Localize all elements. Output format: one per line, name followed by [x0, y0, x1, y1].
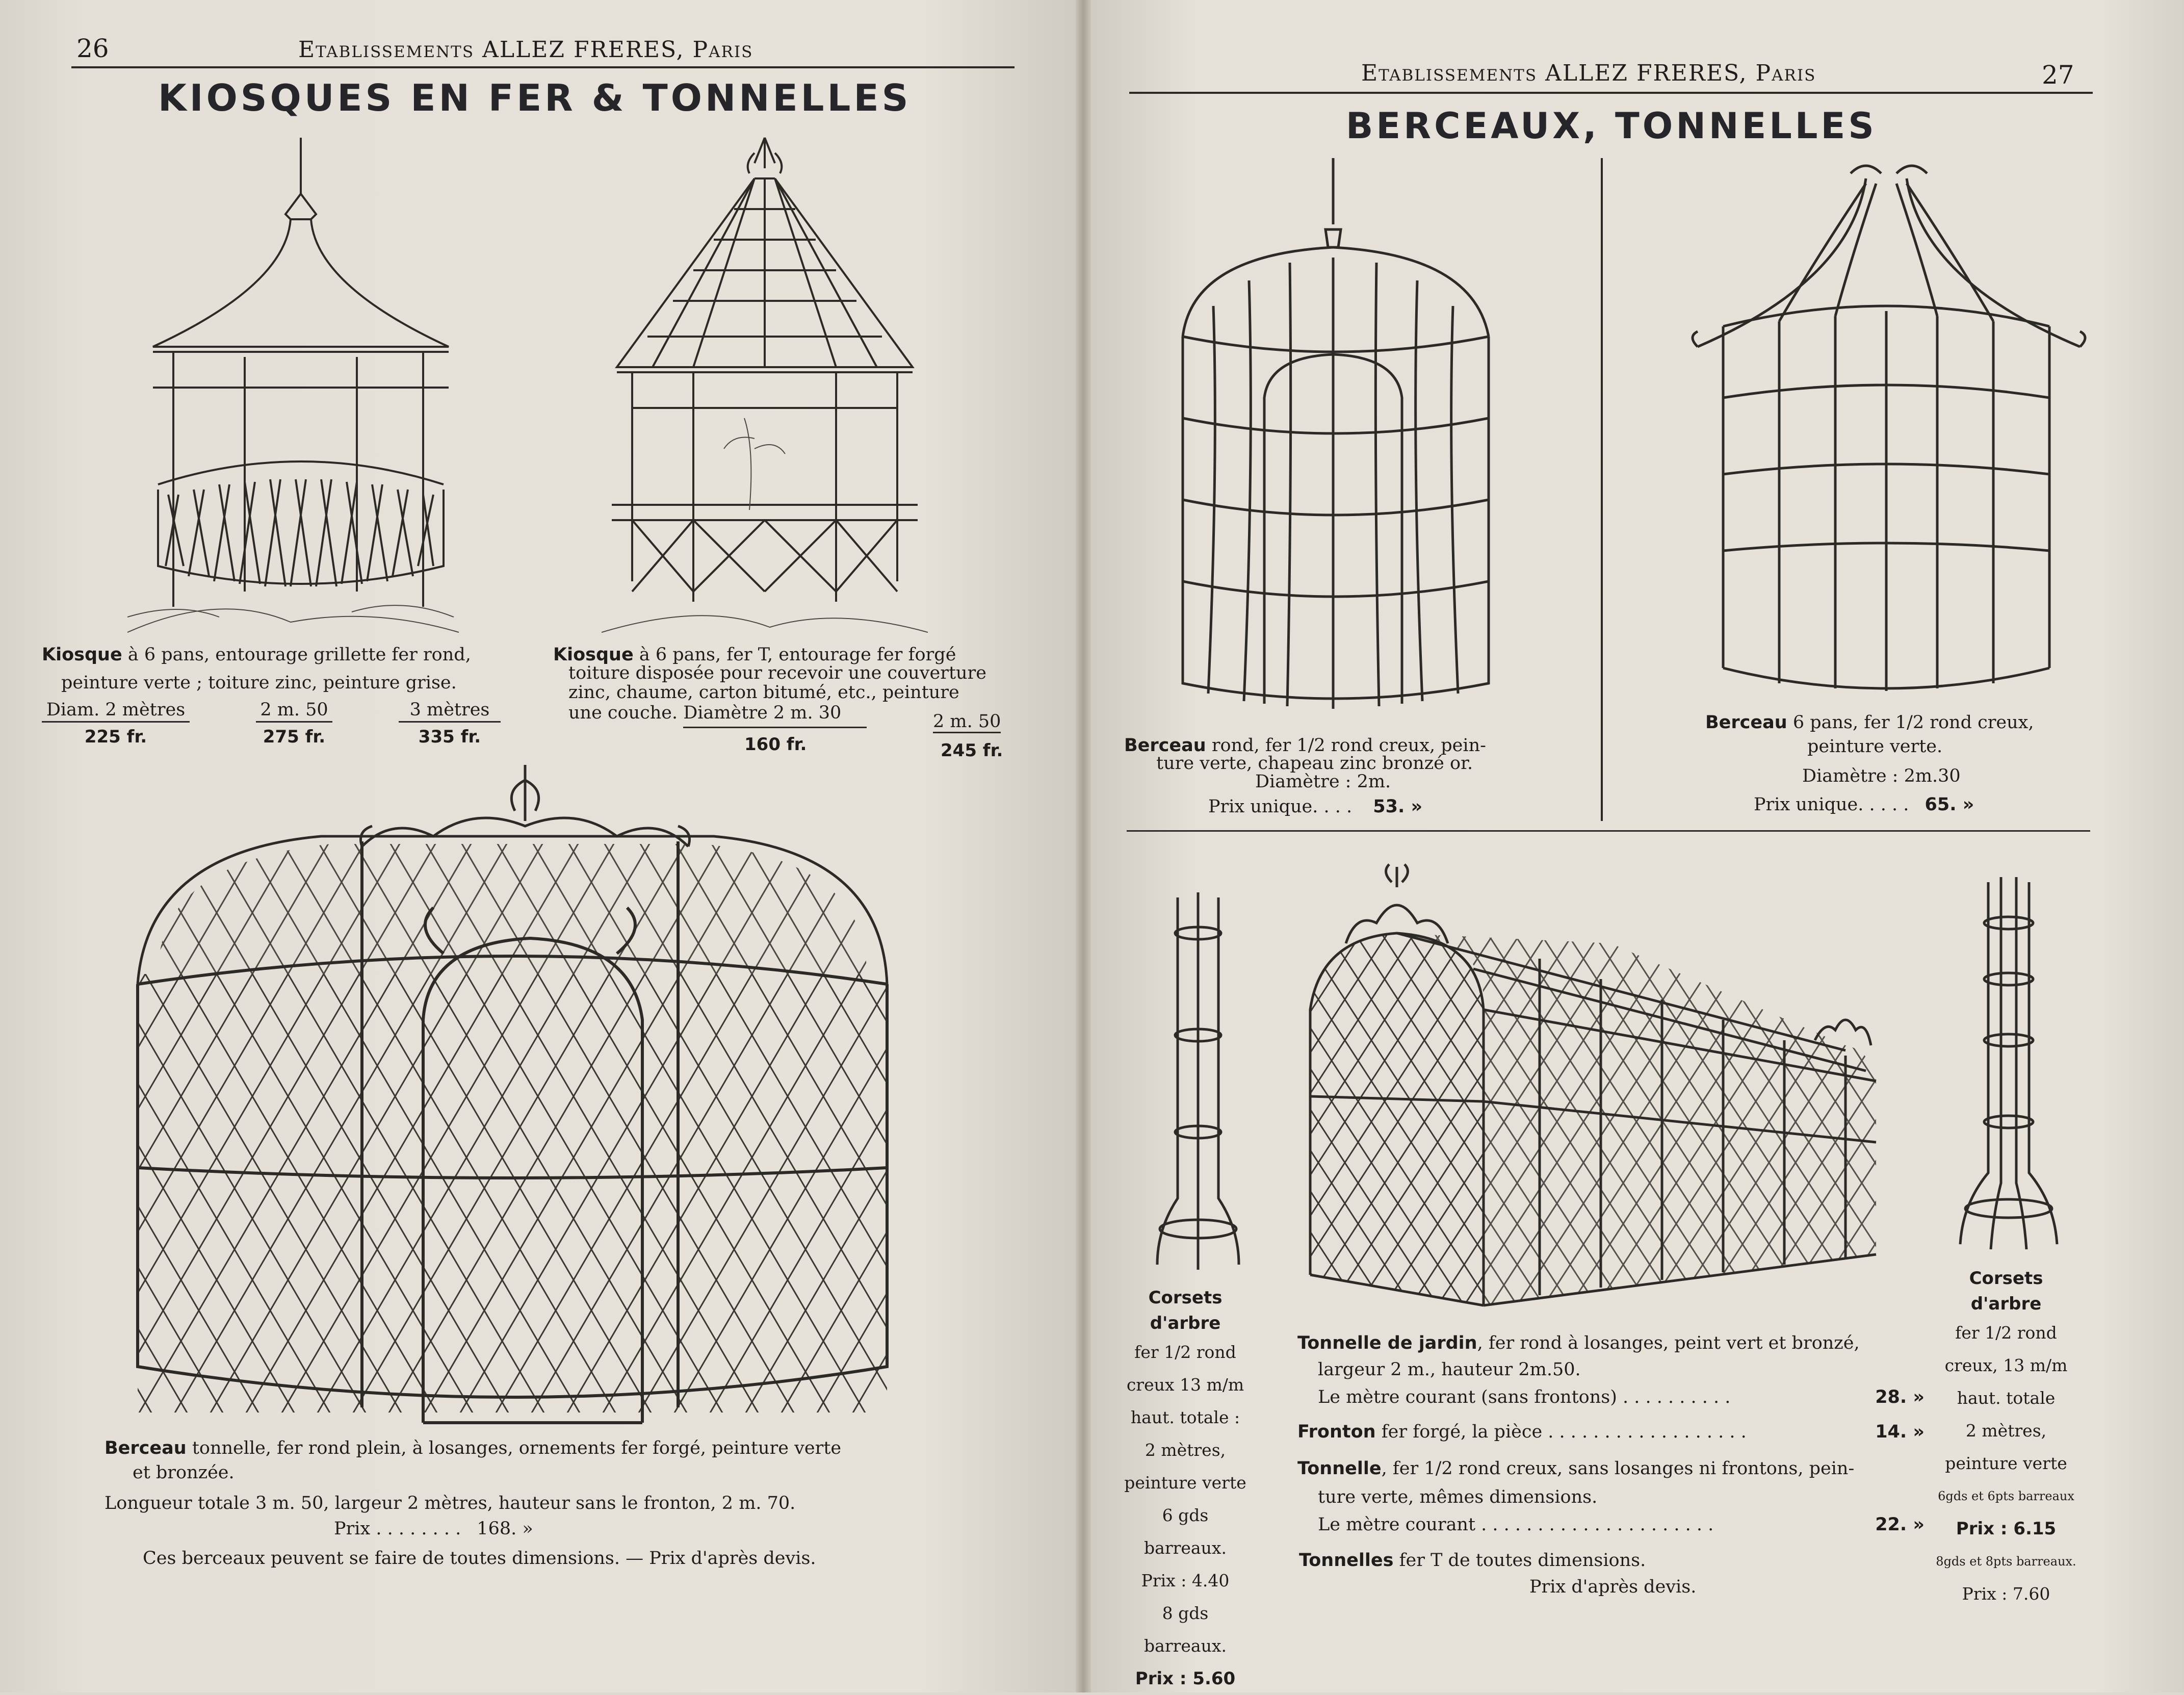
berceau-desc-2: et bronzée.	[133, 1462, 235, 1483]
corset-left-line-2: creux 13 m/m	[1126, 1375, 1244, 1395]
berceau-desc-1: tonnelle, fer rond plein, à losanges, ornements fer forgé, peinture verte	[186, 1438, 842, 1458]
berceau-desc-3: Longueur totale 3 m. 50, largeur 2 mètres, hauteur sans le fronton, 2 m. 70.	[105, 1493, 796, 1513]
kiosque1-size-label-2: 2 m. 50	[256, 699, 332, 723]
kiosque2-desc-1: à 6 pans, fer T, entourage fer forgé	[633, 645, 956, 665]
kiosque2-desc-2: toiture disposée pour recevoir une couverture	[568, 663, 986, 683]
corset-right-line-8: 8gds et 8pts barreaux.	[1936, 1554, 2076, 1569]
kiosque1-caption-line1	[42, 644, 471, 666]
berceau-rond-desc-1: rond, fer 1/2 rond creux, pein-	[1206, 735, 1486, 756]
corset-right-line-2: creux, 13 m/m	[1944, 1355, 2068, 1375]
corset-left-illustration	[1147, 892, 1249, 1285]
corset-right-line-5: peinture verte	[1945, 1453, 2067, 1473]
tonnelle-jardin-desc-2: largeur 2 m., hauteur 2m.50.	[1318, 1359, 1581, 1380]
kiosque1-size-col-1	[42, 699, 190, 747]
berceau-rond-prix-label: Prix unique. . . .	[1208, 797, 1353, 817]
berceau-6pans-prix-label: Prix unique. . . . .	[1754, 794, 1909, 815]
running-head-left: Etablissements ALLEZ FRERES, Paris	[298, 37, 753, 63]
tonnelle-jardin-desc-1: , fer rond à losanges, peint vert et bronzé,	[1477, 1333, 1860, 1353]
kiosque1-size-col-2	[256, 699, 332, 747]
tonnelle-line-label: Le mètre courant . . . . . . . . . . . . . . . . . . . . .	[1318, 1514, 1714, 1535]
tonnelle-price-row	[1318, 1513, 1925, 1536]
berceau-prix-label: Prix . . . . . . . .	[334, 1519, 461, 1539]
kiosque-grillette-illustration	[117, 133, 464, 637]
berceau-6pans-desc-3: Diamètre : 2m.30	[1802, 766, 1961, 786]
corset-left-line-3: haut. totale :	[1130, 1407, 1240, 1427]
kiosque1-size-col-3	[399, 699, 501, 747]
kiosque2-name: Kiosque	[553, 645, 634, 665]
berceau-rond-prix-row	[1208, 795, 1422, 818]
fronton-label: fer forgé, la pièce . . . . . . . . . . . . . . . . . .	[1375, 1422, 1747, 1442]
corset-left-line-5: peinture verte	[1124, 1473, 1246, 1493]
berceau-prix-row	[334, 1518, 533, 1540]
page-title-right: BERCEAUX, TONNELLES	[1346, 105, 1877, 147]
berceau-6pans-prix-value: 65. »	[1925, 794, 1974, 815]
berceau-rond-desc-2: ture verte, chapeau zinc bronzé or.	[1156, 753, 1473, 774]
tonnelle-jardin-line1	[1297, 1332, 1860, 1354]
tonnelle-desc-2: ture verte, mêmes dimensions.	[1318, 1487, 1598, 1507]
section-rule	[1127, 830, 2090, 832]
kiosque1-price-table	[42, 699, 511, 760]
corset-right-name: Corsets d'arbre	[1969, 1268, 2043, 1314]
kiosque2-desc-4: une couche. Diamètre 2 m. 30	[568, 703, 842, 723]
berceau-prix-value: 168. »	[477, 1519, 533, 1539]
corset-left-prix: Prix : 5.60	[1135, 1668, 1236, 1689]
tonnelles-t-desc: fer T de toutes dimensions.	[1393, 1550, 1646, 1571]
kiosque1-desc-2: peinture verte ; toiture zinc, peinture grise.	[61, 673, 457, 693]
page-number-right: 27	[2042, 60, 2074, 90]
fronton-value: 14. »	[1875, 1422, 1925, 1442]
tonnelles-t-note: Prix d'après devis.	[1529, 1577, 1697, 1597]
berceau-6pans-desc-1: 6 pans, fer 1/2 rond creux,	[1787, 712, 2034, 733]
kiosque2-size-2: 2 m. 50	[933, 711, 1001, 733]
berceau-6pans-desc-2: peinture verte.	[1807, 736, 1943, 757]
kiosque-fer-t-illustration	[602, 133, 928, 643]
column-divider	[1601, 158, 1603, 821]
corset-left-line-1: fer 1/2 rond	[1134, 1342, 1236, 1362]
header-rule-right	[1129, 92, 2093, 94]
corset-left-line-8: 8 gds barreaux.	[1144, 1603, 1227, 1656]
corset-left-line-6: 6 gds barreaux.	[1144, 1505, 1227, 1558]
running-head-right: Etablissements ALLEZ FRERES, Paris	[1361, 60, 1816, 86]
corset-right-caption	[1932, 1266, 2080, 1610]
tonnelle-name: Tonnelle	[1297, 1458, 1382, 1479]
berceau-rond-illustration	[1162, 153, 1509, 714]
kiosque1-size-price-3: 335 fr.	[418, 727, 481, 747]
kiosque1-size-label-1: Diam. 2 mètres	[42, 699, 190, 723]
kiosque1-size-price-2: 275 fr.	[263, 727, 326, 747]
header-rule-left	[71, 66, 1015, 68]
berceau-6pans-caption-line1	[1705, 711, 2034, 734]
tonnelle-desc-1: , fer 1/2 rond creux, sans losanges ni frontons, pein-	[1381, 1458, 1855, 1479]
tonnelle-jardin-line-value: 28. »	[1875, 1387, 1925, 1407]
berceau-note: Ces berceaux peuvent se faire de toutes dimensions. — Prix d'après devis.	[143, 1548, 816, 1569]
kiosque1-name: Kiosque	[42, 645, 122, 665]
berceau-rond-desc-3: Diamètre : 2m.	[1255, 772, 1391, 792]
kiosque2-rule-1	[683, 727, 867, 728]
corset-left-line-4: 2 mètres,	[1145, 1440, 1226, 1460]
corset-right-prix: Prix : 7.60	[1962, 1584, 2050, 1604]
corset-right-line-6: 6gds et 6pts barreaux	[1938, 1489, 2074, 1503]
page-number-left: 26	[76, 34, 109, 63]
berceau-name: Berceau	[105, 1438, 187, 1458]
berceau-caption-line1	[105, 1437, 841, 1459]
corset-right-line-4: 2 mètres,	[1965, 1421, 2047, 1441]
corset-right-line-3: haut. totale	[1957, 1388, 2056, 1408]
tonnelles-t-line	[1299, 1549, 1646, 1572]
kiosque2-price-2: 245 fr.	[941, 740, 1003, 761]
corset-right-line-7: Prix : 6.15	[1956, 1519, 2057, 1539]
tonnelle-jardin-line-label: Le mètre courant (sans frontons) . . . . . . . . . .	[1318, 1387, 1731, 1407]
tonnelle-line-value: 22. »	[1875, 1514, 1925, 1535]
berceau-tonnelle-illustration	[127, 760, 897, 1438]
book-gutter	[1076, 0, 1091, 1692]
kiosque1-size-label-3: 3 mètres	[399, 699, 501, 723]
kiosque2-desc-3: zinc, chaume, carton bitumé, etc., peinture	[568, 682, 959, 703]
tonnelle-jardin-illustration	[1305, 857, 1907, 1311]
corset-left-caption	[1122, 1285, 1249, 1695]
berceau-rond-name: Berceau	[1124, 735, 1206, 756]
corset-left-line-7: Prix : 4.40	[1141, 1571, 1230, 1590]
tonnelle-jardin-price-row	[1318, 1386, 1925, 1408]
fronton-name: Fronton	[1297, 1422, 1376, 1442]
tonnelles-t-name: Tonnelles	[1299, 1550, 1394, 1571]
tonnelle-jardin-name: Tonnelle de jardin	[1297, 1333, 1477, 1353]
kiosque1-size-price-1: 225 fr.	[84, 727, 147, 747]
fronton-row	[1297, 1421, 1925, 1443]
page-title-left: KIOSQUES EN FER & TONNELLES	[158, 76, 912, 119]
corset-right-illustration	[1953, 877, 2065, 1265]
tonnelle-line1	[1297, 1457, 1854, 1480]
berceau-rond-prix-value: 53. »	[1373, 797, 1423, 817]
kiosque2-price-1: 160 fr.	[744, 734, 807, 755]
corset-right-line-1: fer 1/2 rond	[1955, 1323, 2057, 1343]
berceau-6pans-illustration	[1682, 158, 2090, 694]
corset-left-name: Corsets d'arbre	[1148, 1288, 1223, 1333]
kiosque1-desc-1: à 6 pans, entourage grillette fer rond,	[122, 645, 471, 665]
berceau-6pans-name: Berceau	[1705, 712, 1787, 733]
berceau-6pans-prix-row	[1754, 793, 1974, 816]
